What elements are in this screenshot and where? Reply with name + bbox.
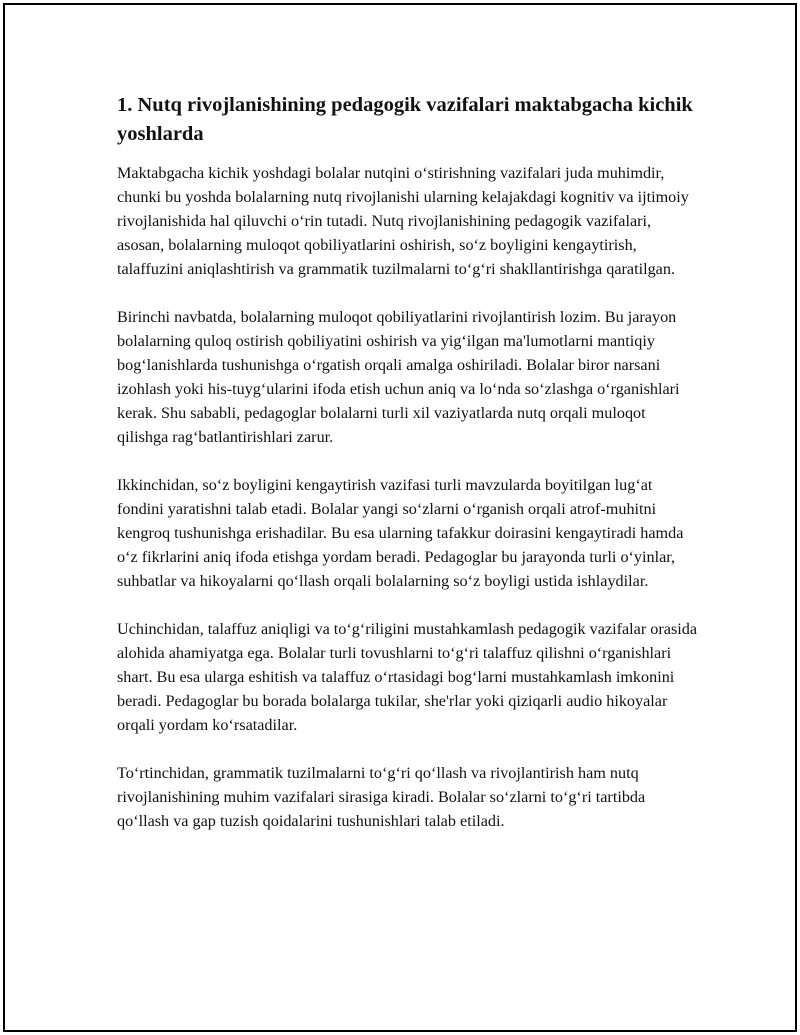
paragraph-4: Uchinchidan, talaffuz aniqligi va to‘g‘riligini mustahkamlash pedagogik vazifalar orasida alohida ahamiyatga ega. Bolalar turli tovushlarni to‘g‘ri talaffuz qilishni o‘rganishlari shart. Bu esa ularga eshitish va talaffuz o‘rtasidagi bog‘larni mustahkamlash imkonini beradi. Pedagoglar bu borada bolalarga tukilar, she'rlar yoki qiziqarli audio hikoyalar orqali yordam ko‘rsatadilar. bbox=[117, 620, 698, 734]
document-body bbox=[117, 91, 697, 857]
paragraph-3: Ikkinchidan, so‘z boyligini kengaytirish vazifasi turli mavzularda boyitilgan lug‘at fondini yaratishni talab etadi. Bolalar yangi so‘zlarni o‘rganish orqali atrof-muhitni kengroq tushunishga erishadilar. Bu esa ularning tafakkur doirasini kengaytiradi hamda o‘z fikrlarini aniq ifoda etishga yordam beradi. Pedagoglar bu jarayonda turli o‘yinlar, suhbatlar va hikoyalarni qo‘llash orqali bolalarning so‘z boyligi ustida ishlaydilar. bbox=[117, 476, 684, 590]
paragraph-5: To‘rtinchidan, grammatik tuzilmalarni to‘g‘ri qo‘llash va rivojlantirish ham nutq rivojlanishining muhim vazifalari sirasiga kiradi. Bolalar so‘zlarni to‘g‘ri tartibda qo‘llash va gap tuzish qoidalarini tushunishlari talab etiladi. bbox=[117, 764, 646, 830]
document-title: 1. Nutq rivojlanishining pedagogik vazifalari maktabgacha kichik yoshlarda bbox=[117, 94, 693, 145]
paragraph-2: Birinchi navbatda, bolalarning muloqot qobiliyatlarini rivojlantirish lozim. Bu jarayon bolalarning quloq ostirish qobiliyatini oshirish va yig‘ilgan ma'lumotlarni mantiqiy bog‘lanishlarda tushunishga o‘rgatish orqali amalga oshiriladi. Bolalar biror narsani izohlash yoki his-tuyg‘ularini ifoda etish uchun aniq va lo‘nda so‘zlashga o‘rganishlari kerak. Shu sababli, pedagoglar bolalarni turli xil vaziyatlarda nutq orqali muloqot qilishga rag‘batlantirishlari zarur. bbox=[117, 308, 680, 446]
paragraph-1: Maktabgacha kichik yoshdagi bolalar nutqini o‘stirishning vazifalari juda muhimdir, chunki bu yoshda bolalarning nutq rivojlanishi ularning kelajakdagi kognitiv va ijtimoiy rivojlanishida hal qiluvchi o‘rin tutadi. Nutq rivojlanishining pedagogik vazifalari, asosan, bolalarning muloqot qobiliyatlarini oshirish, so‘z boyligini kengaytirish, talaffuzini aniqlashtirish va grammatik tuzilmalarni to‘g‘ri shakllantirishga qaratilgan. bbox=[117, 164, 689, 278]
